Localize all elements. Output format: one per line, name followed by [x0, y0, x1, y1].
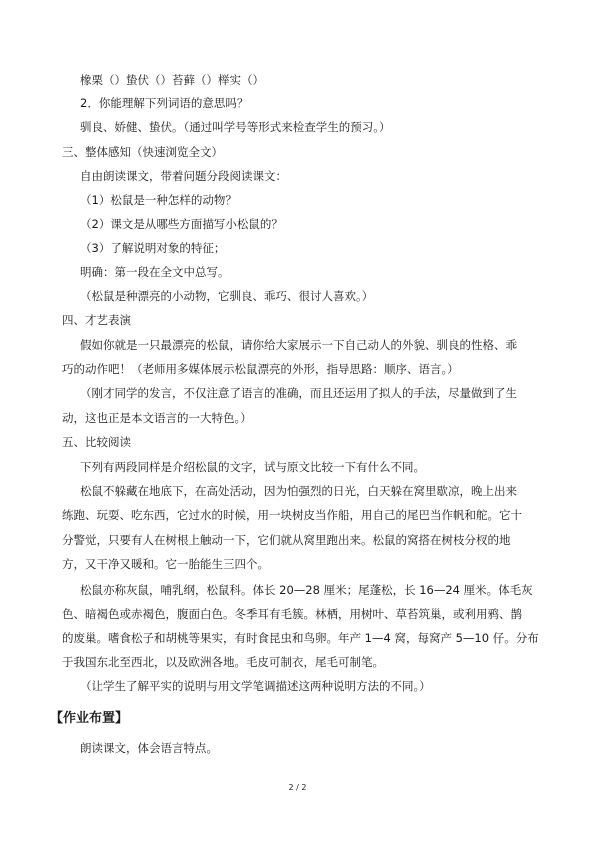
- guide-question-3: （3）了解说明对象的特征；: [80, 241, 226, 255]
- guide-question-2: （2）课文是从哪些方面描写小松鼠的？: [80, 217, 283, 231]
- question-2: 2．你能理解下列词语的意思吗？: [80, 96, 249, 110]
- passage-2-line-1: 松鼠亦称灰鼠，哺乳纲，松鼠科。体长 20—28 厘米；尾蓬松，长 16—24 厘米。体毛灰: [80, 583, 533, 597]
- passage-1-line-4: 方，又干净又暖和。它一胎能生三四个。: [62, 557, 269, 571]
- answer-note: （松鼠是种漂亮的小动物，它驯良、乖巧、很讨人喜欢。）: [80, 289, 374, 303]
- vocab-fill-line: 橡栗（）蛰伏（）苔藓（）榉实（）: [80, 73, 264, 87]
- performance-prompt-cont: 巧的动作吧！（老师用多媒体展示松鼠漂亮的外形，指导思路：顺序、语言。）: [62, 362, 459, 376]
- passage-2-line-4: 于我国东北至西北，以及欧洲各地。毛皮可制衣，尾毛可制笔。: [62, 655, 384, 669]
- passage-2-line-3: 的废巢。嗜食松子和胡桃等果实，有时食昆虫和鸟卵。年产 1—4 窝，每窝产 5—10 仔。分布: [62, 631, 539, 645]
- section-5-title: 五、比较阅读: [62, 435, 131, 449]
- comparison-note: （让学生了解平实的说明与用文学笔调描述这两种说明方法的不同。）: [80, 679, 431, 693]
- homework-heading: 【作业布置】: [50, 711, 129, 726]
- section-3-title: 三、整体感知（快速浏览全文）: [62, 145, 223, 159]
- reading-instruction: 自由朗读课文，带着问题分段阅读课文：: [80, 169, 287, 183]
- question-2-words: 驯良、娇健、蛰伏。（通过叫学号等形式来检查学生的预习。）: [80, 120, 391, 134]
- passage-1-line-1: 松鼠不躲藏在地底下，在高处活动，因为怕强烈的日光，白天躲在窝里歇凉，晚上出来: [80, 484, 517, 498]
- teacher-comment: （刚才同学的发言，不仅注意了语言的准确，而且还运用了拟人的手法，尽量做到了生: [80, 386, 517, 400]
- compare-intro: 下列有两段同样是介绍松鼠的文字，试与原文比较一下有什么不同。: [80, 460, 425, 474]
- homework-task: 朗读课文，体会语言特点。: [80, 741, 218, 755]
- guide-question-1: （1）松鼠是一种怎样的动物？: [80, 193, 237, 207]
- section-4-title: 四、才艺表演: [62, 313, 131, 327]
- passage-1-line-2: 练跑、玩耍、吃东西，它过水的时候，用一块树皮当作船，用自己的尾巴当作帆和舵。它十: [62, 508, 522, 522]
- teacher-comment-cont: 动，这也正是本文语言的一大特色。）: [62, 411, 252, 425]
- performance-prompt: 假如你就是一只最漂亮的松鼠，请你给大家展示一下自己动人的外貌、驯良的性格、乖: [80, 338, 517, 352]
- answer-line: 明确：第一段在全文中总写。: [80, 265, 230, 279]
- passage-1-line-3: 分警觉，只要有人在树根上触动一下，它们就从窝里跑出来。松鼠的窝搭在树枝分杈的地: [62, 533, 511, 547]
- page-number: 2 / 2: [288, 783, 307, 792]
- passage-2-line-2: 色、暗褐色或赤褐色，腹面白色。冬季耳有毛簇。林栖，用树叶、草苔筑巢，或利用鸦、鹊: [62, 607, 522, 621]
